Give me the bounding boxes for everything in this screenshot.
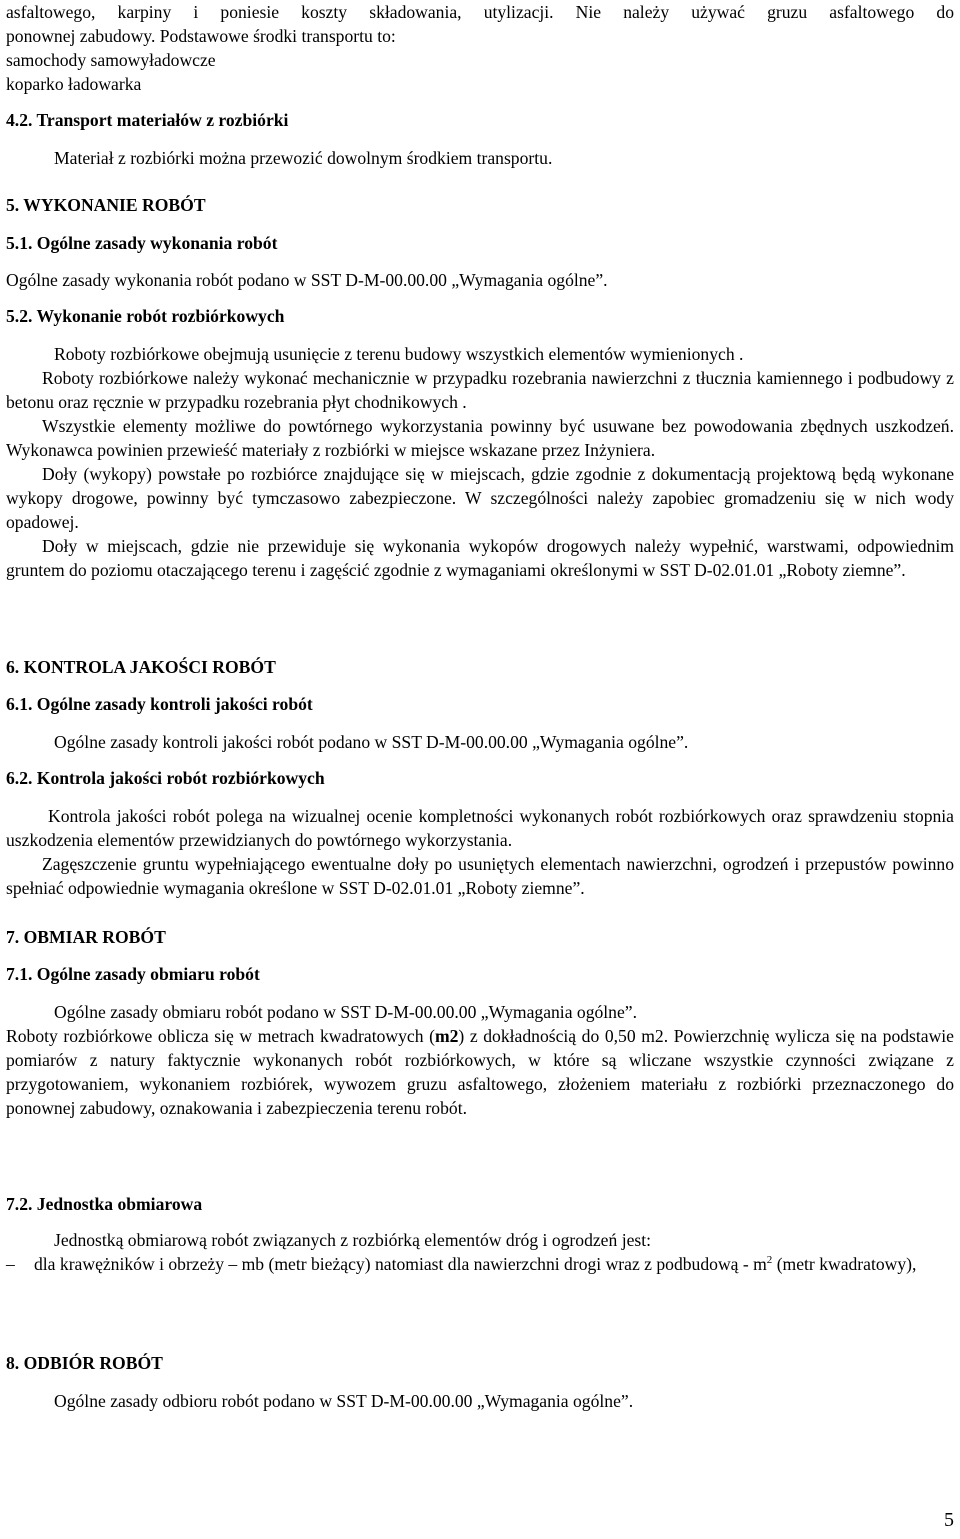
- heading-6-1: 6.1. Ogólne zasady kontroli jakości robót: [6, 694, 313, 714]
- section-7-2-body: [6, 1228, 954, 1276]
- heading-7-2: 7.2. Jednostka obmiarowa: [6, 1194, 203, 1214]
- measure-text-a: Roboty rozbiórkowe oblicza się w metrach kwadratowych (: [6, 1026, 435, 1046]
- intro-line-1: asfaltowego, karpiny i poniesie koszty składowania, utylizacji. Nie należy używać gruzu asfaltowego do: [6, 2, 954, 22]
- paragraph-5-2-5: Doły w miejscach, gdzie nie przewiduje się wykonania wykopów drogowych należy wypełnić, warstwami, odpowiednim gruntem do poziomu otaczającego terenu i zagęścić zgodnie z wymaganiami określonymi w SST D-02.01.01 „Roboty ziemne”.: [6, 536, 954, 580]
- section-4-2-body: [6, 146, 954, 170]
- heading-6: 6. KONTROLA JAKOŚCI ROBÓT: [6, 657, 276, 677]
- section-5-2: [6, 304, 954, 328]
- measure-unit-bold: m2: [434, 1026, 459, 1046]
- section-5: [6, 193, 954, 217]
- heading-5-2: 5.2. Wykonanie robót rozbiórkowych: [6, 306, 285, 326]
- paragraph-7-1-measure: [6, 1024, 954, 1120]
- section-8-body: [6, 1389, 954, 1413]
- section-5-2-body: [6, 342, 954, 582]
- page-number: 5: [944, 1509, 954, 1531]
- paragraph-6-2-2: Zagęszczenie gruntu wypełniającego ewentualne doły po usuniętych elementach nawierzchni, ogrodzeń i przepustów powinno spełniać odpowiednie wymagania określone w SST D-02.01.01 „Roboty ziemne”.: [6, 854, 954, 898]
- section-7-2: [6, 1192, 954, 1216]
- bullet-text: [34, 1252, 954, 1276]
- section-6-1-body: [6, 730, 954, 754]
- bullet-text-a: dla krawężników i obrzeży – mb (metr bieżący) natomiast dla nawierzchni drogi wraz z podbudową - m: [34, 1254, 767, 1274]
- paragraph-5-2-1: Roboty rozbiórkowe obejmują usunięcie z terenu budowy wszystkich elementów wymienionych .: [54, 344, 744, 364]
- heading-7: 7. OBMIAR ROBÓT: [6, 927, 166, 947]
- bullet-dash: –: [6, 1254, 15, 1274]
- text-4-2: Materiał z rozbiórki można przewozić dowolnym środkiem transportu.: [54, 148, 553, 168]
- section-6-2: [6, 766, 954, 790]
- heading-7-1: 7.1. Ogólne zasady obmiaru robót: [6, 964, 260, 984]
- section-8: [6, 1351, 954, 1375]
- heading-6-2: 6.2. Kontrola jakości robót rozbiórkowych: [6, 768, 325, 788]
- section-6-2-body: [6, 804, 954, 900]
- bullet-text-b: (metr kwadratowy),: [772, 1254, 917, 1274]
- text-7-1: Ogólne zasady obmiaru robót podano w SST D-M-00.00.00 „Wymagania ogólne”.: [54, 1002, 637, 1022]
- paragraph-5-2-2: Roboty rozbiórkowe należy wykonać mechanicznie w przypadku rozebrania nawierzchni z tłucznia kamiennego i podbudowy z betonu oraz ręcznie w przypadku rozebrania płyt chodnikowych .: [6, 368, 954, 412]
- paragraph-5-2-3: Wszystkie elementy możliwe do powtórnego wykorzystania powinny być usuwane bez powodowania zbędnych uszkodzeń. Wykonawca powinien przewieść materiały z rozbiórki w miejsce wskazane przez Inżyniera.: [6, 416, 954, 460]
- section-6-1: [6, 692, 954, 716]
- heading-4-2: 4.2. Transport materiałów z rozbiórki: [6, 110, 289, 130]
- section-4-2: [6, 108, 954, 132]
- heading-5: 5. WYKONANIE ROBÓT: [6, 195, 206, 215]
- heading-5-1: 5.1. Ogólne zasady wykonania robót: [6, 233, 278, 253]
- intro-line-2: ponownej zabudowy. Podstawowe środki transportu to:: [6, 26, 396, 46]
- measure-text-b: ) z dokładnością do 0,50 m2. Powierzchnię wylicza się na podstawie pomiarów z natury faktycznie wykonanych robót rozbiórkowych, w które są wliczane wszystkie czynności związane z przygotowaniem, wykonaniem rozbiórek, wywozem gruzu asfaltowego, złożeniem materiału z rozbiórki przeznaczonego do ponownej zabudowy, oznakowania i zabezpieczenia terenu robót.: [6, 1026, 954, 1118]
- section-7-1: [6, 962, 954, 986]
- bullet-item: [6, 1252, 954, 1276]
- heading-8: 8. ODBIÓR ROBÓT: [6, 1353, 163, 1373]
- paragraph-6-2-1: Kontrola jakości robót polega na wizualnej ocenie kompletności wykonanych robót rozbiórkowych oraz sprawdzeniu stopnia uszkodzenia elementów przewidzianych do powtórnego wykorzystania.: [6, 806, 954, 850]
- section-7: [6, 925, 954, 949]
- bullet-superscript: 2: [766, 1254, 773, 1267]
- section-5-1: [6, 231, 954, 255]
- intro-block: [6, 0, 954, 96]
- paragraph-5-2-4: Doły (wykopy) powstałe po rozbiórce znajdujące się w miejscach, gdzie zgodnie z dokumentacją projektową będą wykonane wykopy drogowe, powinny być tymczasowo zabezpieczone. W szczególności należy zapobiec gromadzeniu się w nich wody opadowej.: [6, 464, 954, 532]
- section-5-1-body: [6, 268, 954, 292]
- section-6: [6, 655, 954, 679]
- text-5-1: Ogólne zasady wykonania robót podano w SST D-M-00.00.00 „Wymagania ogólne”.: [6, 270, 608, 290]
- text-8: Ogólne zasady odbioru robót podano w SST D-M-00.00.00 „Wymagania ogólne”.: [54, 1391, 634, 1411]
- text-6-1: Ogólne zasady kontroli jakości robót podano w SST D-M-00.00.00 „Wymagania ogólne”.: [54, 732, 689, 752]
- text-7-2: Jednostką obmiarową robót związanych z rozbiórką elementów dróg i ogrodzeń jest:: [54, 1230, 652, 1250]
- intro-line-3: samochody samowyładowcze: [6, 50, 216, 70]
- intro-line-4: koparko ładowarka: [6, 74, 142, 94]
- section-7-1-body: [6, 1000, 954, 1120]
